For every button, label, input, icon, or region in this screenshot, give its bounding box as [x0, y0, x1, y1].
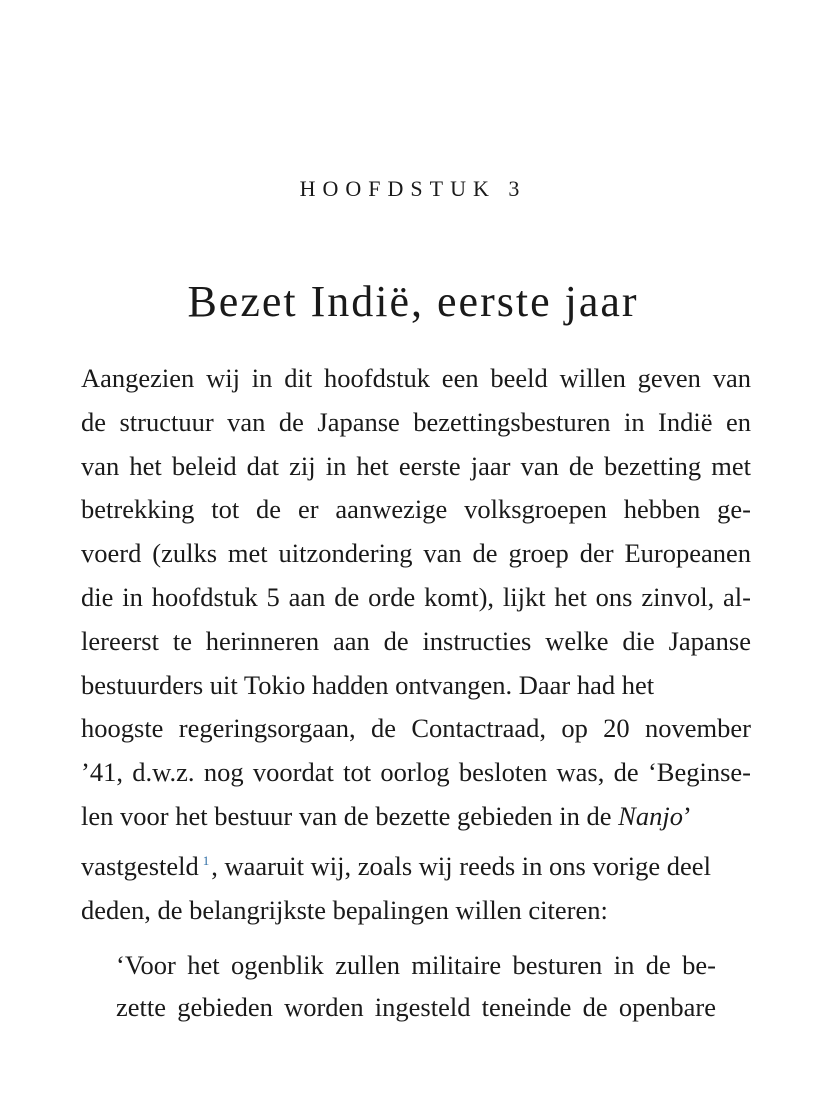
body-line: de structuur van de Japanse bezettingsbesturen in Indië en	[81, 406, 751, 437]
italic-term: Nanjo	[618, 800, 683, 831]
chapter-label: HOOFDSTUK 3	[299, 176, 527, 201]
body-line: ’41, d.w.z. nog voordat tot oorlog besloten was, de ‘Beginse-	[81, 757, 751, 788]
body-line: van het beleid dat zij in het eerste jaar van de bezetting met	[81, 450, 751, 481]
quote-line: ‘Voor het ogenblik zullen militaire besturen in de be-	[116, 950, 716, 980]
body-line: len voor het bestuur van de bezette gebieden in de Nanjo’	[81, 800, 692, 831]
body-line: hoogste regeringsorgaan, de Contactraad, op 20 november	[81, 713, 751, 744]
block-quote	[116, 944, 716, 1028]
body-line: Aangezien wij in dit hoofdstuk een beeld willen geven van	[81, 363, 751, 393]
quote-line: zette gebieden worden ingesteld teneinde de openbare	[116, 992, 716, 1022]
body-line: lereerst te herinneren aan de instructies welke die Japanse	[81, 625, 751, 656]
body-line: vastgesteld $^1$, waaruit wij, zoals wij reeds in ons vorige deel	[81, 850, 711, 881]
body-line: deden, de belangrijkste bepalingen willen citeren:	[81, 894, 608, 925]
body-line: die in hoofdstuk 5 aan de orde komt), lijkt het ons zinvol, al-	[81, 581, 751, 612]
body-line: voerd (zulks met uitzondering van de groep der Europeanen	[81, 538, 751, 569]
body-line: betrekking tot de er aanwezige volksgroepen hebben ge-	[81, 494, 751, 525]
body-paragraph	[81, 357, 751, 932]
body-line: bestuurders uit Tokio hadden ontvangen. Daar had het	[81, 669, 655, 700]
footnote-reference-link[interactable]: 1	[202, 852, 210, 868]
chapter-title: Bezet Indië, eerste jaar	[187, 277, 639, 326]
